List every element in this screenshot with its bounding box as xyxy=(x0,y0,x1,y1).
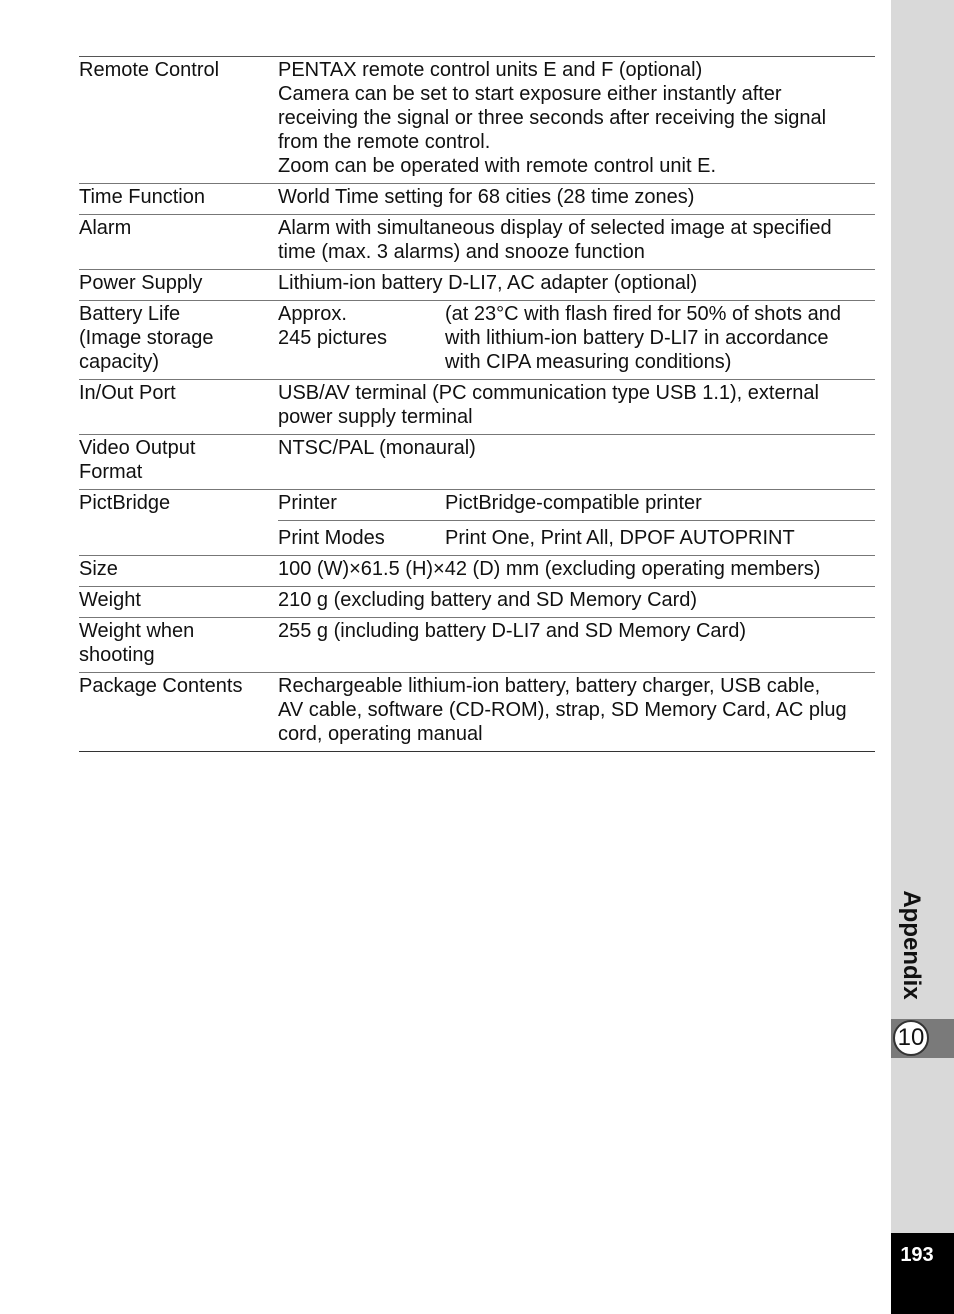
spec-subrow xyxy=(278,520,875,555)
spec-row-alarm xyxy=(79,215,875,270)
spec-value: Rechargeable lithium-ion battery, battery charger, USB cable, AV cable, software (CD-ROM), strap, SD Memory Card, AC plug cord, operating manual xyxy=(278,675,847,745)
spec-value xyxy=(278,301,875,379)
spec-label: Video Output Format xyxy=(79,437,196,483)
spec-row-video-output xyxy=(79,435,875,490)
spec-value: 255 g (including battery D-LI7 and SD Memory Card) xyxy=(278,620,746,642)
spec-row-size xyxy=(79,556,875,587)
spec-row-battery-life xyxy=(79,301,875,380)
spec-row-remote-control xyxy=(79,57,875,184)
spec-row-time-function xyxy=(79,184,875,215)
spec-row-power-supply xyxy=(79,270,875,301)
side-tab xyxy=(891,0,954,1314)
spec-subkey: Approx. 245 pictures xyxy=(278,303,387,349)
spec-label: Size xyxy=(79,558,118,580)
spec-table xyxy=(79,56,875,752)
spec-row-in-out-port xyxy=(79,380,875,435)
spec-value: 100 (W)×61.5 (H)×42 (D) mm (excluding operating members) xyxy=(278,558,821,580)
spec-subrow xyxy=(278,490,875,520)
spec-value: Alarm with simultaneous display of selected image at specified time (max. 3 alarms) and snooze function xyxy=(278,217,832,263)
spec-label: Alarm xyxy=(79,217,132,239)
spec-subrow xyxy=(278,301,875,379)
spec-value: NTSC/PAL (monaural) xyxy=(278,437,476,459)
spec-label: Weight when shooting xyxy=(79,620,195,666)
spec-row-weight xyxy=(79,587,875,618)
section-name: Appendix xyxy=(898,890,925,1000)
spec-value xyxy=(278,490,875,555)
spec-value: PENTAX remote control units E and F (optional) Camera can be set to start exposure either instantly after receiving the signal or three seconds after receiving the signal from the remote control. Zoom can be operated with remote control unit E. xyxy=(278,59,827,177)
spec-label: Remote Control xyxy=(79,59,220,81)
spec-subvalue: (at 23°C with flash fired for 50% of shots and with lithium-ion battery D-LI7 in accordance with CIPA measuring conditions) xyxy=(445,303,841,373)
spec-label: Weight xyxy=(79,589,141,611)
spec-row-pictbridge xyxy=(79,490,875,556)
spec-row-weight-shooting xyxy=(79,618,875,673)
spec-label: Package Contents xyxy=(79,675,243,697)
spec-label: Battery Life (Image storage capacity) xyxy=(79,303,214,373)
spec-subkey: Printer xyxy=(278,492,337,514)
spec-subkey: Print Modes xyxy=(278,527,385,549)
spec-value: USB/AV terminal (PC communication type USB 1.1), external power supply terminal xyxy=(278,382,819,428)
page-number: 193 xyxy=(900,1244,934,1266)
chapter-number-badge: 10 xyxy=(893,1020,929,1056)
spec-label: In/Out Port xyxy=(79,382,176,404)
spec-subvalue: Print One, Print All, DPOF AUTOPRINT xyxy=(445,527,795,549)
spec-label: Time Function xyxy=(79,186,205,208)
spec-value: 210 g (excluding battery and SD Memory Card) xyxy=(278,589,698,611)
spec-subvalue: PictBridge-compatible printer xyxy=(445,492,702,514)
spec-row-package-contents xyxy=(79,673,875,751)
spec-value: Lithium-ion battery D-LI7, AC adapter (optional) xyxy=(278,272,698,294)
spec-value: World Time setting for 68 cities (28 time zones) xyxy=(278,186,695,208)
section-tab-label xyxy=(891,880,931,1010)
spec-label: PictBridge xyxy=(79,492,171,514)
spec-label: Power Supply xyxy=(79,272,203,294)
